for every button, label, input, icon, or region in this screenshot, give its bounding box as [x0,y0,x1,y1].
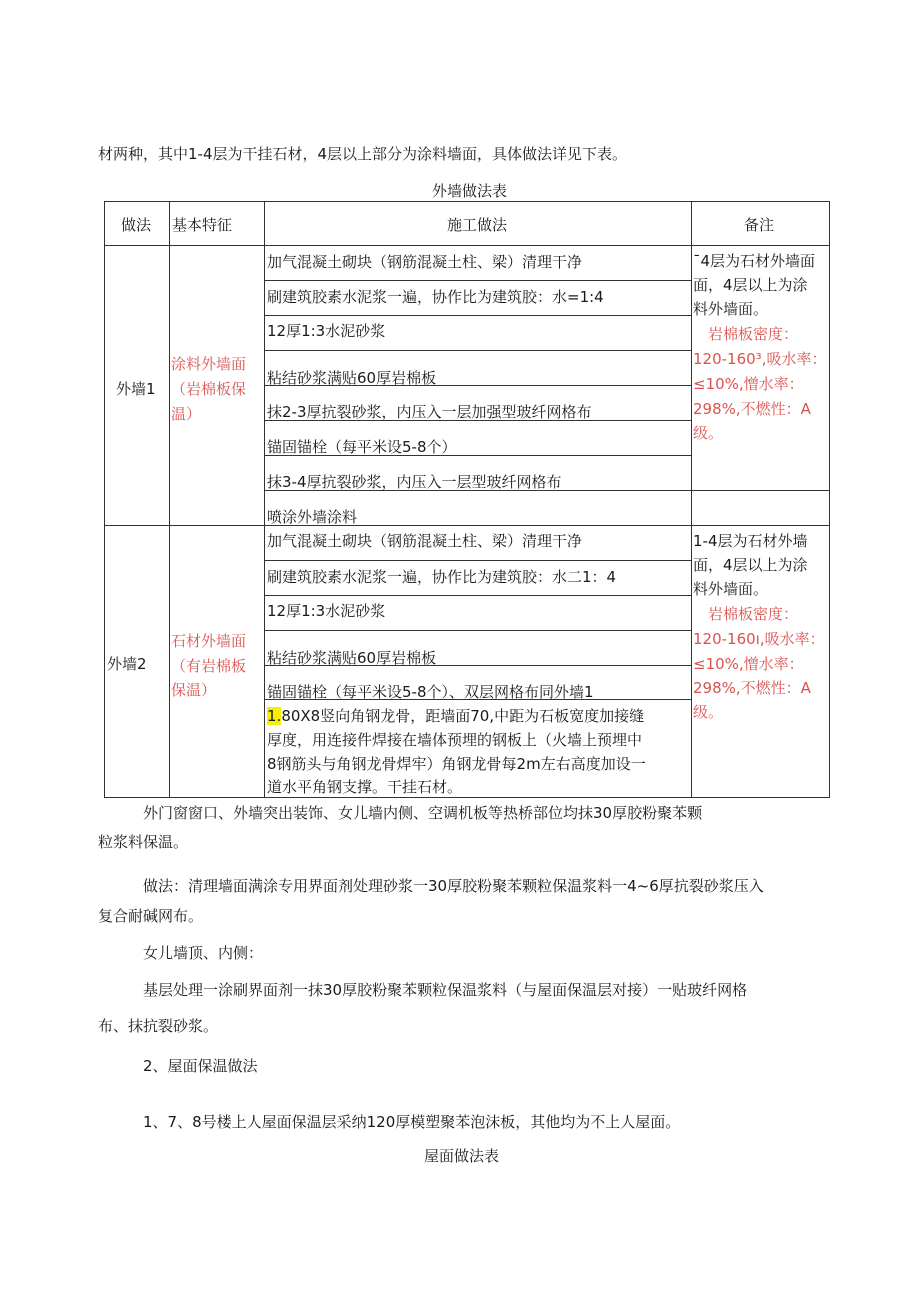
row1-note-red: 岩棉板密度： [708,325,799,343]
row2-note-red: 级。 [693,703,724,721]
wall-table-caption: 外墙做法表 [432,182,508,200]
row2-step: 刷建筑胶素水泥浆一遍，协作比为建筑胶：水二1：4 [267,568,617,586]
row2-step: 12厚1:3水泥砂浆 [267,602,386,620]
header-method: 做法 [121,216,152,234]
row2-feature-line: 石材外墙面 [171,632,247,650]
paragraph-line: 外门窗窗口、外墙突出装饰、女儿墙内侧、空调机板等热桥部位均抹30厚胶粉聚苯颗 [143,804,703,822]
row1-step: 抹2-3厚抗裂砂浆，内压入一层加强型玻纤网格布 [267,403,592,421]
row1-step: 12厚1:3水泥砂浆 [267,322,386,340]
row2-note-red: ≤10%,憎水率： [693,655,804,673]
row1-step: 抹3-4厚抗裂砂浆，内压入一层型玻纤网格布 [267,473,562,491]
row1-step: 加气混凝土砌块（钢筋混凝土柱、梁）清理干净 [267,253,583,271]
row1-note: 料外墙面。 [693,300,769,318]
row1-note-red: 级。 [693,424,724,442]
row1-name: 外墙1 [116,380,156,398]
row1-note-red: 120-160³,吸水率： [693,350,827,368]
row2-step: 粘结砂浆满贴60厚岩棉板 [267,649,437,667]
highlight-mark: 1. [267,707,282,725]
roof-table-caption: 屋面做法表 [424,1147,500,1165]
row2-step: 锚固锚栓（每平米设5-8个）、双层网格布同外墙1 [267,683,594,701]
row2-last-step-line: 道水平角钢支撑。干挂石材。 [267,778,463,796]
row2-last-step-line: 厚度，用连接件焊接在墙体预埋的钢板上（火墙上预埋中 [267,731,643,749]
paragraph-line: 粒浆料保温。 [98,833,189,851]
row1-step: 刷建筑胶素水泥浆一遍，协作比为建筑胶：水=1:4 [267,288,604,306]
row1-note-red: ≤10%,憎水率： [693,375,804,393]
paragraph-line: 1、7、8号楼上人屋面保温层采纳120厚模塑聚苯泡沫板，其他均为不上人屋面。 [143,1113,681,1131]
paragraph-line: 做法：清理墙面满涂专用界面剂处理砂浆一30厚胶粉聚苯颗粒保温浆料一4~6厚抗裂砂浆压入 [143,877,764,895]
row2-last-step-line: 8钢筋头与角钢龙骨焊牢）角钢龙骨每2m左右高度加设一 [267,755,646,773]
row2-last-step-text: 80X8竖向角钢龙骨，距墙面70,中距为石板宽度加接缝 [281,707,645,725]
row2-note-red: 岩棉板密度： [708,605,799,623]
header-construction: 施工做法 [447,216,508,234]
row2-note: 面，4层以上为涂 [693,556,808,574]
row1-step: 喷涂外墙涂料 [267,508,358,526]
row1-note: ˉ4层为石材外墙面 [693,252,816,270]
intro-text: 材两种，其中1-4层为干挂石材，4层以上部分为涂料墙面，具体做法详见下表。 [98,145,628,163]
row2-last-step-line [267,705,644,726]
paragraph-line: 女儿墙顶、内侧： [143,944,264,962]
paragraph-line: 复合耐碱网布。 [98,907,204,925]
paragraph-line: 布、抹抗裂砂浆。 [98,1017,219,1035]
row1-note-red: 298%,不燃性：A [693,400,811,418]
row2-step: 加气混凝土砌块（钢筋混凝土柱、梁）清理干净 [267,532,583,550]
row2-note: 料外墙面。 [693,580,769,598]
header-note: 备注 [744,216,775,234]
header-feature: 基本特征 [172,216,233,234]
row2-name: 外墙2 [107,655,147,673]
row1-feature-line: （岩棉板保 [171,380,247,398]
row2-feature-line: （有岩棉板 [171,657,247,675]
row2-note: 1-4层为石材外墙 [693,532,808,550]
row1-note: 面，4层以上为涂 [693,276,808,294]
row1-step: 粘结砂浆满贴60厚岩棉板 [267,369,437,387]
row1-step: 锚固锚栓（每平米设5-8个） [267,438,457,456]
row2-note-red: 120-160ı,吸水率： [693,630,825,648]
section-heading: 2、屋面保温做法 [143,1057,258,1075]
row2-feature-line: 保温） [171,681,217,699]
row1-feature-line: 温） [171,405,202,423]
row2-note-red: 298%,不燃性：A [693,679,811,697]
paragraph-line: 基层处理一涂刷界面剂一抹30厚胶粉聚苯颗粒保温浆料（与屋面保温层对接）一贴玻纤网格 [143,981,748,999]
row1-feature-line: 涂料外墙面 [171,355,247,373]
